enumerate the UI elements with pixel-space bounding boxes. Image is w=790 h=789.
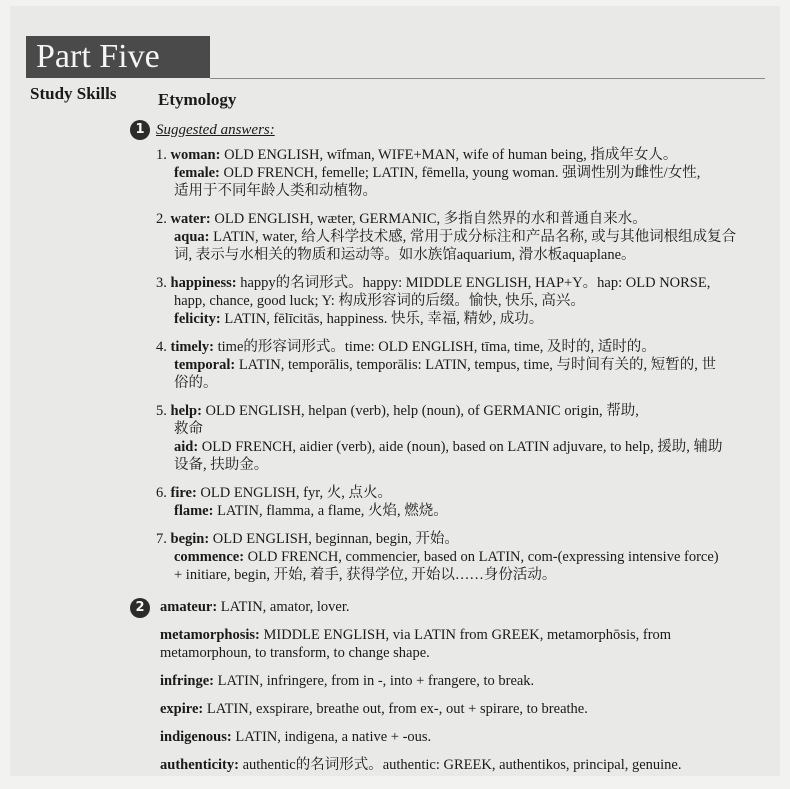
- entry-number: 3.: [156, 275, 171, 291]
- entry-line: [156, 402, 766, 420]
- definition-text: 救命: [174, 421, 203, 437]
- entry: [156, 210, 766, 264]
- entry: [156, 338, 766, 392]
- entry-line: [156, 438, 766, 456]
- etymology-item: [160, 756, 770, 774]
- etymology-item: [160, 700, 770, 718]
- headword: fire:: [170, 485, 197, 501]
- entry: [156, 146, 766, 200]
- definition-text: LATIN, temporālis, temporālis: LATIN, tempus, time, 与时间有关的, 短暂的, 世: [235, 357, 717, 373]
- header-rule: [210, 78, 765, 79]
- entry: [156, 484, 766, 520]
- headword: felicity:: [174, 311, 221, 327]
- etymology-line: [160, 672, 770, 690]
- section-1-entries: [156, 146, 766, 594]
- suggested-answers-heading: Suggested answers:: [156, 122, 275, 138]
- headword: timely:: [170, 339, 214, 355]
- definition-text: + initiare, begin, 开始, 着手, 获得学位, 开始以……身份活动。: [174, 567, 557, 583]
- entry-line: [156, 484, 766, 502]
- headword: infringe:: [160, 673, 214, 689]
- entry-line: [156, 502, 766, 520]
- section-2-entries: [160, 598, 770, 784]
- headword: commence:: [174, 549, 245, 565]
- definition-text: time的形容词形式。time: OLD ENGLISH, tīma, time, 及时的, 适时的。: [213, 339, 656, 355]
- entry-number: 7.: [156, 531, 171, 547]
- entry-line: [156, 228, 766, 246]
- entry: [156, 530, 766, 584]
- headword: indigenous:: [160, 729, 232, 745]
- part-title: Part Five: [26, 36, 210, 78]
- entry-line: [156, 456, 766, 474]
- definition-text: OLD ENGLISH, fyr, 火, 点火。: [196, 485, 392, 501]
- definition-text: LATIN, indigena, a native + -ous.: [231, 729, 432, 745]
- definition-text: OLD ENGLISH, wæter, GERMANIC, 多指自然界的水和普通自来水。: [210, 211, 647, 227]
- definition-text: OLD ENGLISH, helpan (verb), help (noun), of GERMANIC origin, 帮助,: [201, 403, 639, 419]
- entry-number: 2.: [156, 211, 171, 227]
- etymology-line: [160, 700, 770, 718]
- etymology-line: [160, 644, 770, 662]
- definition-text: authentic的名词形式。authentic: GREEK, authentikos, principal, genuine.: [238, 757, 682, 773]
- etymology-item: [160, 672, 770, 690]
- entry-line: [156, 246, 766, 264]
- entry-line: [156, 210, 766, 228]
- etymology-item: [160, 626, 770, 662]
- definition-text: 词, 表示与水相关的物质和运动等。如水族馆aquarium, 滑水板aquaplane。: [174, 247, 636, 263]
- definition-text: happ, chance, good luck; Y: 构成形容词的后缀。愉快, 快乐, 高兴。: [174, 293, 585, 309]
- entry-line: [156, 566, 766, 584]
- entry-line: [156, 420, 766, 438]
- side-label: Study Skills: [30, 84, 117, 103]
- definition-text: happy的名词形式。happy: MIDDLE ENGLISH, HAP+Y。hap: OLD NORSE,: [236, 275, 711, 291]
- headword: amateur:: [160, 599, 218, 615]
- headword: begin:: [170, 531, 210, 547]
- headword: aqua:: [174, 229, 210, 245]
- textbook-page: [10, 6, 780, 776]
- definition-text: 俗的。: [174, 375, 218, 391]
- etymology-line: [160, 756, 770, 774]
- entry: [156, 402, 766, 474]
- definition-text: OLD FRENCH, femelle; LATIN, fēmella, young woman. 强调性别为雌性/女性,: [219, 165, 701, 181]
- entry-number: 5.: [156, 403, 171, 419]
- entry-number: 4.: [156, 339, 171, 355]
- entry-line: [156, 146, 766, 164]
- etymology-item: [160, 598, 770, 616]
- etymology-item: [160, 728, 770, 746]
- definition-text: MIDDLE ENGLISH, via LATIN from GREEK, metamorphōsis, from: [259, 627, 672, 643]
- entry-number: 6.: [156, 485, 171, 501]
- entry-line: [156, 310, 766, 328]
- headword: flame:: [174, 503, 214, 519]
- headword: temporal:: [174, 357, 236, 373]
- section-title: Etymology: [158, 90, 237, 109]
- entry-line: [156, 292, 766, 310]
- entry-line: [156, 530, 766, 548]
- definition-text: LATIN, fēlīcitās, happiness. 快乐, 幸福, 精妙, 成功。: [220, 311, 544, 327]
- entry-line: [156, 182, 766, 200]
- etymology-line: [160, 598, 770, 616]
- definition-text: OLD FRENCH, commencier, based on LATIN, com-(expressing intensive force): [244, 549, 719, 565]
- headword: woman:: [170, 147, 221, 163]
- headword: help:: [170, 403, 202, 419]
- entry-line: [156, 374, 766, 392]
- etymology-line: [160, 728, 770, 746]
- entry-line: [156, 164, 766, 182]
- headword: happiness:: [170, 275, 237, 291]
- definition-text: 设备, 扶助金。: [174, 457, 269, 473]
- headword: water:: [170, 211, 211, 227]
- entry-number: 1.: [156, 147, 171, 163]
- definition-text: LATIN, amator, lover.: [217, 599, 350, 615]
- headword: metamorphosis:: [160, 627, 260, 643]
- etymology-line: [160, 626, 770, 644]
- definition-text: metamorphoun, to transform, to change shape.: [160, 645, 430, 661]
- section-2-number: 2: [130, 598, 150, 618]
- headword: authenticity:: [160, 757, 239, 773]
- entry: [156, 274, 766, 328]
- definition-text: LATIN, infringere, from in -, into + frangere, to break.: [213, 673, 535, 689]
- section-1-number: 1: [130, 120, 150, 140]
- definition-text: 适用于不同年龄人类和动植物。: [174, 183, 377, 199]
- definition-text: LATIN, flamma, a flame, 火焰, 燃烧。: [213, 503, 448, 519]
- entry-line: [156, 548, 766, 566]
- definition-text: OLD ENGLISH, wīfman, WIFE+MAN, wife of human being, 指成年女人。: [220, 147, 678, 163]
- entry-line: [156, 338, 766, 356]
- definition-text: LATIN, exspirare, breathe out, from ex-, out + spirare, to breathe.: [203, 701, 588, 717]
- headword: aid:: [174, 439, 199, 455]
- definition-text: OLD ENGLISH, beginnan, begin, 开始。: [209, 531, 459, 547]
- entry-line: [156, 274, 766, 292]
- headword: female:: [174, 165, 220, 181]
- headword: expire:: [160, 701, 204, 717]
- entry-line: [156, 356, 766, 374]
- definition-text: OLD FRENCH, aidier (verb), aide (noun), based on LATIN adjuvare, to help, 援助, 辅助: [198, 439, 723, 455]
- definition-text: LATIN, water, 给人科学技术感, 常用于成分标注和产品名称, 或与其他词根组成复合: [209, 229, 737, 245]
